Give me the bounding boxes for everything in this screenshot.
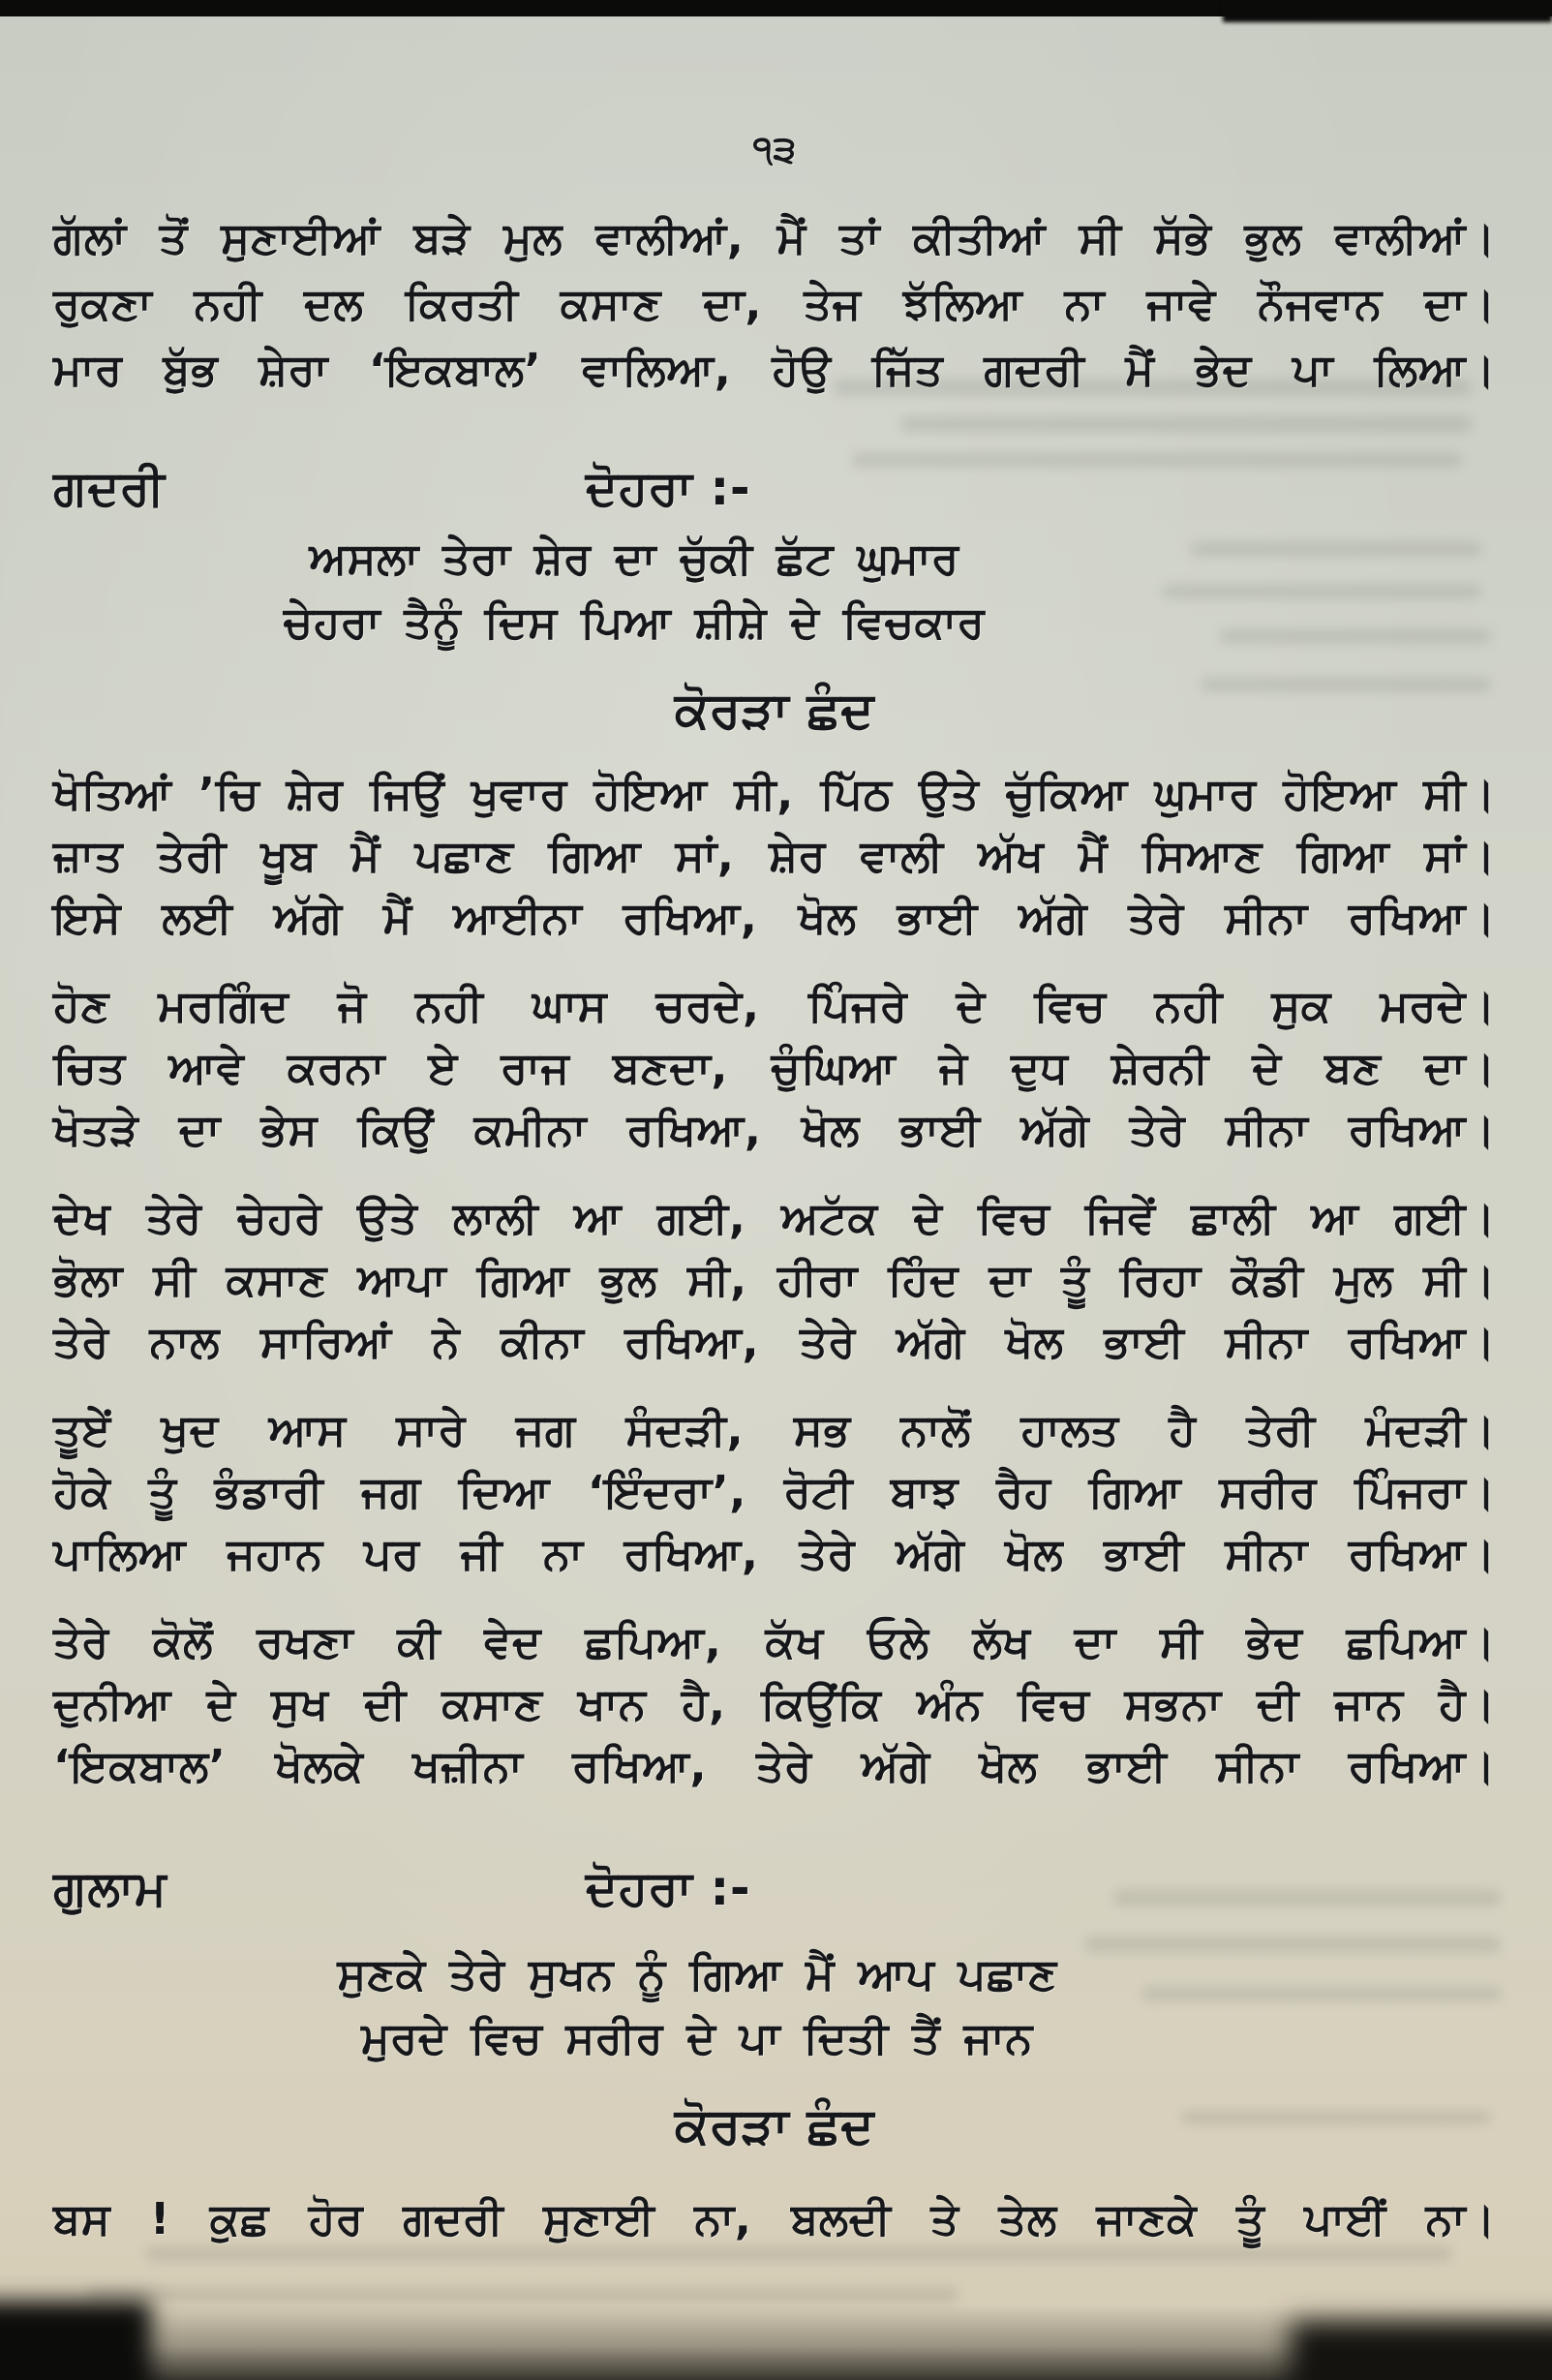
dohra-couplet xyxy=(53,1942,1341,2070)
verse-line: ਹੋਣ ਮਰਗਿੰਦ ਜੋ ਨਹੀ ਘਾਸ ਚਰਦੇ, ਪਿੰਜਰੇ ਦੇ ਵਿਚ ਨਹੀ ਸੁਕ ਮਰਦੇ। xyxy=(53,980,1496,1031)
speaker-label-gulam: ਗੁਲਾਮ xyxy=(53,1860,167,1916)
scan-corner-bottom-right xyxy=(1291,2322,1552,2380)
verse-line: ਭੋਲਾ ਸੀ ਕਸਾਣ ਆਪਾ ਗਿਆ ਭੁਲ ਸੀ, ਹੀਰਾ ਹਿੰਦ ਦਾ ਤੂੰ ਰਿਹਾ ਕੌਡੀ ਮੁਲ ਸੀ। xyxy=(53,1254,1496,1305)
verse-line: ‘ਇਕਬਾਲ’ ਖੋਲਕੇ ਖਜ਼ੀਨਾ ਰਖਿਆ, ਤੇਰੇ ਅੱਗੇ ਖੋਲ ਭਾਈ ਸੀਨਾ ਰਖਿਆ। xyxy=(53,1740,1496,1791)
verse-line: ਚਿਤ ਆਵੇ ਕਰਨਾ ਏ ਰਾਜ ਬਣਦਾ, ਚੁੰਘਿਆ ਜੇ ਦੁਧ ਸ਼ੇਰਨੀ ਦੇ ਬਣ ਦਾ। xyxy=(53,1042,1496,1093)
verse-line: ਪਾਲਿਆ ਜਹਾਨ ਪਰ ਜੀ ਨਾ ਰਖਿਆ, ਤੇਰੇ ਅੱਗੇ ਖੋਲ ਭਾਈ ਸੀਨਾ ਰਖਿਆ। xyxy=(53,1528,1496,1579)
opening-verse xyxy=(53,205,1496,403)
couplet-line: ਮੁਰਦੇ ਵਿਚ ਸਰੀਰ ਦੇ ਪਾ ਦਿਤੀ ਤੈਂ ਜਾਨ xyxy=(361,2012,1033,2063)
couplet-line: ਸੁਣਕੇ ਤੇਰੇ ਸੁਖਨ ਨੂੰ ਗਿਆ ਮੈਂ ਆਪ ਪਛਾਣ xyxy=(337,1948,1057,1999)
dohra-section-header xyxy=(53,459,1496,517)
speaker-label-gadri: ਗਦਰੀ xyxy=(53,460,166,516)
verse-line: ਮਾਰ ਬੁੱਭ ਸ਼ੇਰਾ ‘ਇਕਬਾਲ’ ਵਾਲਿਆ, ਹੋਉ ਜਿੱਤ ਗਦਰੀ ਮੈਂ ਭੇਦ ਪਾ ਲਿਆ। xyxy=(53,344,1496,395)
dohra-section-header xyxy=(53,1859,1496,1917)
dohra-couplet xyxy=(53,527,1215,655)
verse-line: ਤੇਰੇ ਕੋਲੋਂ ਰਖਣਾ ਕੀ ਵੇਦ ਛਪਿਆ, ਕੱਖ ਓਲੇ ਲੱਖ ਦਾ ਸੀ ਭੇਦ ਛਪਿਆ। xyxy=(53,1616,1496,1667)
chhand-heading: ਕੋਰੜਾ ਛੰਦ xyxy=(674,2097,875,2155)
verse-line: ਗੱਲਾਂ ਤੋਂ ਸੁਣਾਈਆਂ ਬੜੇ ਮੁਲ ਵਾਲੀਆਂ, ਮੈਂ ਤਾਂ ਕੀਤੀਆਂ ਸੀ ਸੱਭੇ ਭੁਲ ਵਾਲੀਆਂ। xyxy=(53,212,1496,263)
chhand-stanza xyxy=(53,763,1496,949)
scan-edge-top xyxy=(0,0,1552,16)
dohra-heading: ਦੋਹਰਾ :- xyxy=(585,1860,751,1916)
verse-line: ਦੇਖ ਤੇਰੇ ਚੇਹਰੇ ਉਤੇ ਲਾਲੀ ਆ ਗਈ, ਅਟੱਕ ਦੇ ਵਿਚ ਜਿਵੇਂ ਛਾਲੀ ਆ ਗਈ। xyxy=(53,1192,1496,1243)
verse-line: ਖੋਤਿਆਂ ’ਚਿ ਸ਼ੇਰ ਜਿਉਂ ਖੁਵਾਰ ਹੋਇਆ ਸੀ, ਪਿੱਠ ਉਤੇ ਚੁੱਕਿਆ ਘੁਮਾਰ ਹੋਇਆ ਸੀ। xyxy=(53,768,1496,819)
verse-line: ਇਸੇ ਲਈ ਅੱਗੇ ਮੈਂ ਆਈਨਾ ਰਖਿਆ, ਖੋਲ ਭਾਈ ਅੱਗੇ ਤੇਰੇ ਸੀਨਾ ਰਖਿਆ। xyxy=(53,892,1496,943)
verse-line: ਬਸ ! ਕੁਛ ਹੋਰ ਗਦਰੀ ਸੁਣਾਈ ਨਾ, ਬਲਦੀ ਤੇ ਤੇਲ ਜਾਣਕੇ ਤੂੰ ਪਾਈਂ ਨਾ। xyxy=(53,2193,1496,2244)
chhand-stanza xyxy=(53,975,1496,1161)
verse-line: ਜ਼ਾਤ ਤੇਰੀ ਖੂਬ ਮੈਂ ਪਛਾਣ ਗਿਆ ਸਾਂ, ਸ਼ੇਰ ਵਾਲੀ ਅੱਖ ਮੈਂ ਸਿਆਣ ਗਿਆ ਸਾਂ। xyxy=(53,830,1496,881)
dohra-heading: ਦੋਹਰਾ :- xyxy=(585,460,751,516)
couplet-line: ਚੇਹਰਾ ਤੈਨੂੰ ਦਿਸ ਪਿਆ ਸ਼ੀਸ਼ੇ ਦੇ ਵਿਚਕਾਰ xyxy=(283,596,986,648)
chhand-stanza xyxy=(53,1399,1496,1585)
page-number: ੧੩ xyxy=(752,128,797,170)
chhand-stanza xyxy=(53,1187,1496,1373)
verse-line: ਤੂਏਂ ਖੁਦ ਆਸ ਸਾਰੇ ਜਗ ਸੰਦੜੀ, ਸਭ ਨਾਲੋਂ ਹਾਲਤ ਹੈ ਤੇਰੀ ਮੰਦੜੀ। xyxy=(53,1404,1496,1455)
bleedthrough-smudge xyxy=(87,2287,959,2303)
verse-line: ਤੇਰੇ ਨਾਲ ਸਾਰਿਆਂ ਨੇ ਕੀਨਾ ਰਖਿਆ, ਤੇਰੇ ਅੱਗੇ ਖੋਲ ਭਾਈ ਸੀਨਾ ਰਖਿਆ। xyxy=(53,1316,1496,1367)
couplet-line: ਅਸਲਾ ਤੇਰਾ ਸ਼ੇਰ ਦਾ ਚੁੱਕੀ ਛੱਟ ਘੁਮਾਰ xyxy=(309,533,959,584)
verse-line: ਖੋਤੜੇ ਦਾ ਭੇਸ ਕਿਉਂ ਕਮੀਨਾ ਰਖਿਆ, ਖੋਲ ਭਾਈ ਅੱਗੇ ਤੇਰੇ ਸੀਨਾ ਰਖਿਆ। xyxy=(53,1104,1496,1155)
verse-line: ਦੁਨੀਆ ਦੇ ਸੁਖ ਦੀ ਕਸਾਣ ਖਾਨ ਹੈ, ਕਿਉਂਕਿ ਅੰਨ ਵਿਚ ਸਭਨਾ ਦੀ ਜਾਨ ਹੈ। xyxy=(53,1678,1496,1729)
chhand-stanza xyxy=(53,2186,1496,2252)
chhand-stanza xyxy=(53,1611,1496,1797)
verse-line: ਰੁਕਣਾ ਨਹੀ ਦਲ ਕਿਰਤੀ ਕਸਾਣ ਦਾ, ਤੇਜ ਝੱਲਿਆ ਨਾ ਜਾਵੇ ਨੌਜਵਾਨ ਦਾ। xyxy=(53,278,1496,329)
scan-corner-bottom-left xyxy=(0,2301,151,2380)
chhand-heading: ਕੋਰੜਾ ਛੰਦ xyxy=(674,682,875,740)
verse-line: ਹੋਕੇ ਤੂੰ ਭੰਡਾਰੀ ਜਗ ਦਿਆ ‘ਇੰਦਰਾ’, ਰੋਟੀ ਬਾਝ ਰੈਹ ਗਿਆ ਸਰੀਰ ਪਿੰਜਰਾ। xyxy=(53,1466,1496,1517)
page-content xyxy=(0,124,1552,2252)
